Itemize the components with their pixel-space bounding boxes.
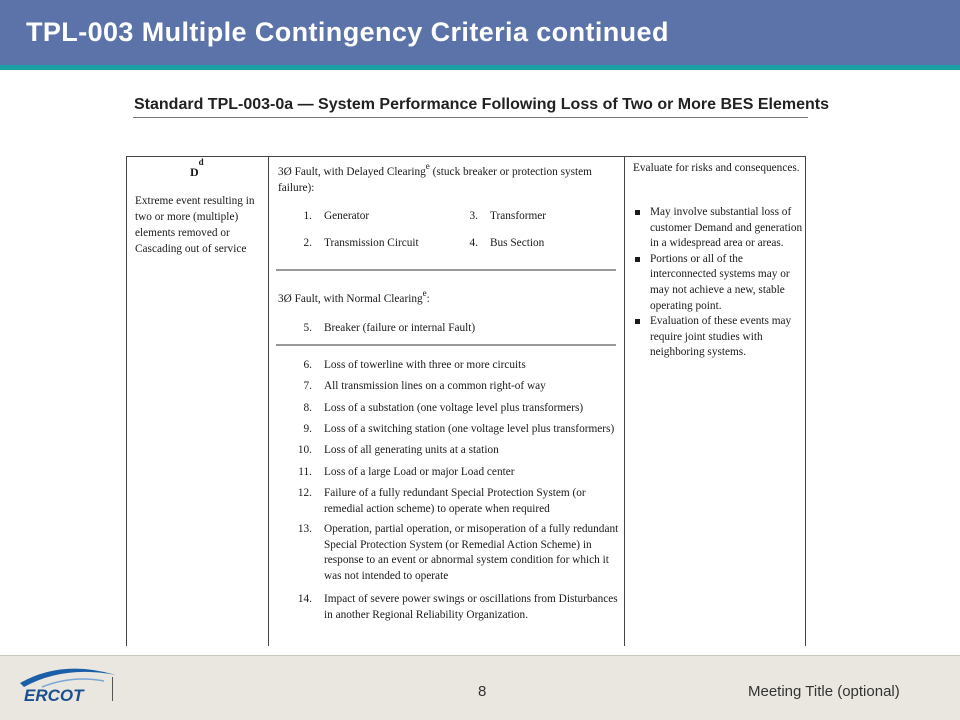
fault-normal-label: 3Ø Fault, with Normal Clearing$^e$: — [278, 288, 430, 305]
category-footnote: d — [198, 157, 204, 167]
section-separator — [276, 269, 616, 271]
list-item: Portions or all of the interconnected systems may or may not achieve a new, stable operating point. — [633, 252, 803, 314]
standard-heading: Standard TPL-003-0a — System Performance Following Loss of Two or More BES Elements — [134, 96, 829, 113]
meeting-title: Meeting Title (optional) — [748, 683, 900, 700]
page-number: 8 — [478, 683, 487, 700]
logo-divider — [112, 677, 113, 701]
heading-rule — [133, 117, 808, 118]
category-label — [190, 157, 204, 180]
bullet-icon — [635, 257, 640, 262]
title-accent-line — [0, 65, 960, 70]
fault-delayed-label: 3Ø Fault, with Delayed Clearing$^e$ (stuck breaker or protection system failure): — [278, 161, 592, 194]
section-separator — [276, 344, 616, 346]
fault-normal-footnote: e — [422, 288, 427, 298]
evaluation-intro: Evaluate for risks and consequences. — [633, 162, 800, 174]
ercot-logo — [12, 663, 122, 707]
list-item: May involve substantial loss of customer Demand and generation in a widespread area or areas. — [633, 205, 803, 252]
bullet-icon — [635, 319, 640, 324]
title-bar — [0, 0, 960, 70]
slide-title: TPL-003 Multiple Contingency Criteria continued — [26, 17, 669, 47]
evaluation-list — [633, 205, 803, 361]
list-item: Evaluation of these events may require joint studies with neighboring systems. — [633, 314, 803, 361]
category-description: Extreme event resulting in two or more (multiple) elements removed or Cascading out of service — [135, 195, 255, 255]
svg-text:ERCOT: ERCOT — [24, 686, 84, 705]
fault-delayed-footnote: e — [425, 161, 430, 171]
category-letter: D — [190, 165, 199, 179]
bullet-icon — [635, 210, 640, 215]
